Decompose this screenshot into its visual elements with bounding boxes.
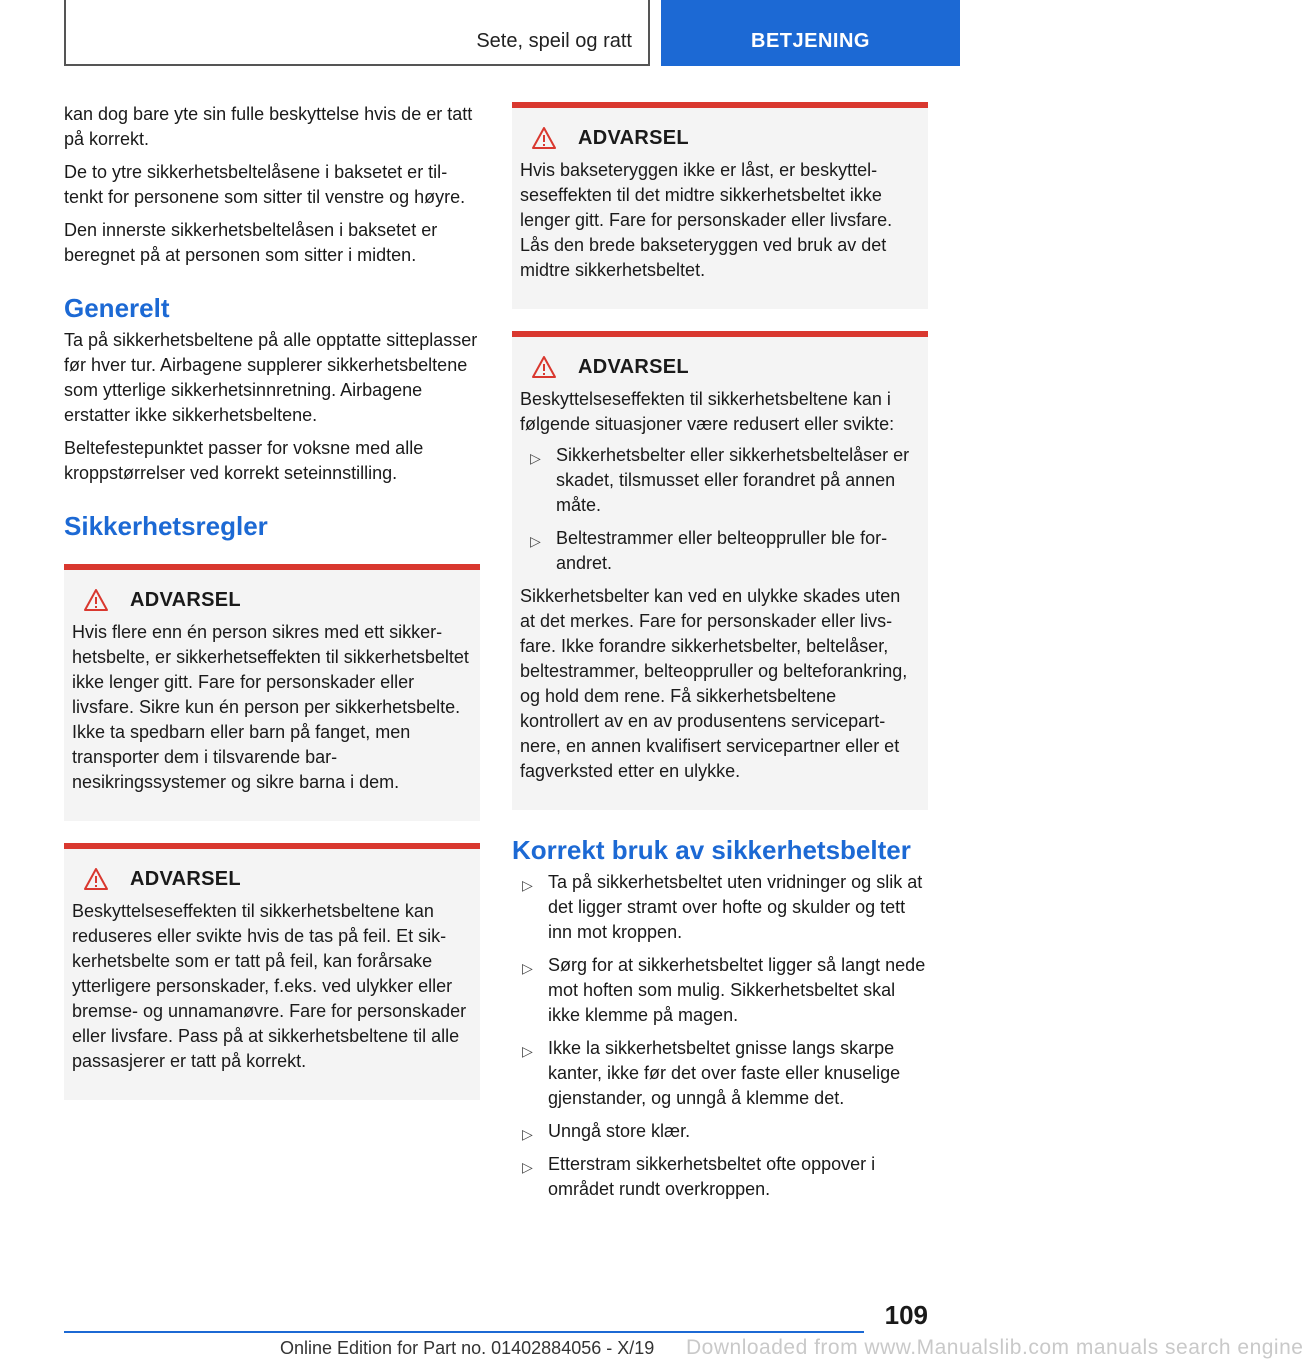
triangle-bullet-icon: ▷	[530, 533, 541, 549]
list-item: ▷ Sørg for at sikkerhetsbeltet ligger så langt nede mot hoften som mulig. Sikkerhetsbeltet skal ikke klemme på magen.	[522, 955, 926, 1025]
watermark: Downloaded from www.Manualslib.com manuals search engine	[686, 1336, 1303, 1359]
triangle-bullet-icon: ▷	[530, 450, 541, 466]
heading-generelt: Generelt	[64, 293, 170, 323]
warning-box-2	[64, 843, 480, 1100]
intro-paragraph-1: kan dog bare yte sin fulle beskyttelse hvis de er tatt på korrekt.	[64, 104, 473, 149]
chapter-tab[interactable]	[661, 0, 960, 66]
intro-paragraph-2: De to ytre sikkerhetsbeltelåsene i baksetet er tiltenkt for personene som sitter til venstre og høyre.	[64, 162, 466, 207]
generelt-paragraph-1: Ta på sikkerhetsbeltene på alle opptatte sitteplasser før hver tur. Airbagene supplerer sikkerhetsbeltene som ytterlige sikkerhetsinnretning. Airbagene erstatter ikke sikkerhetsbeltene.	[64, 330, 478, 425]
warning-title: ADVARSEL	[130, 867, 241, 890]
footer-divider	[64, 1331, 864, 1333]
korrekt-list	[512, 870, 928, 1202]
section-title: Sete, speil og ratt	[476, 30, 632, 52]
generelt-paragraph-2: Beltefestepunktet passer for voksne med alle kroppstørrelser ved korrekt seteinnstilling.	[64, 438, 424, 483]
warning-text: Hvis bakseteryggen ikke er låst, er beskyttelseseffekten til det midtre sikkerhetsbeltet ikke lenger gitt. Fare for personskader eller livsfare. Lås den brede bakseteryggen ved bruk av det midtre sikkerhetsbeltet.	[520, 160, 893, 280]
list-item: ▷ Sikkerhetsbelter eller sikkerhetsbeltelåser er skadet, tilsmusset eller forandret på annen måte.	[530, 445, 910, 515]
list-item: ▷ Ta på sikkerhetsbeltet uten vridninger og slik at det ligger stramt over hofte og skulder og tett inn mot kroppen.	[522, 872, 923, 942]
heading-sikkerhetsregler: Sikkerhetsregler	[64, 511, 268, 541]
warning-title: ADVARSEL	[578, 355, 689, 378]
triangle-bullet-icon: ▷	[522, 1159, 533, 1175]
header-frame	[64, 0, 650, 66]
warning-triangle-icon	[84, 867, 108, 891]
chapter-tab-label: BETJENING	[751, 30, 870, 52]
warning-triangle-icon	[84, 588, 108, 612]
warning-intro: Beskyttelseseffekten til sikkerhetsbeltene kan i følgende situasjoner være redusert eller svikte:	[520, 389, 895, 434]
warning-text: Hvis flere enn én person sikres med ett sikkerhetsbelte, er sikkerhetseffekten til sikkerhetsbeltet ikke lenger gitt. Fare for personskader eller livsfare. Sikre kun én person per sikkerhetsbelte. Ikke ta spedbarn eller barn på fanget, men transporter dem i tilsvarende barnesikringssystemer og sikre barna i dem.	[72, 622, 469, 792]
triangle-bullet-icon: ▷	[522, 960, 533, 976]
warning-title: ADVARSEL	[130, 588, 241, 611]
warning-triangle-icon	[532, 126, 556, 150]
triangle-bullet-icon: ▷	[522, 877, 533, 893]
list-item: ▷ Unngå store klær.	[512, 1119, 928, 1144]
warning-box-1	[64, 564, 480, 821]
left-column	[64, 102, 480, 1100]
heading-korrekt-bruk: Korrekt bruk av sikkerhetsbelter	[512, 835, 911, 865]
warning-box-3	[512, 102, 928, 309]
warning-outro: Sikkerhetsbelter kan ved en ulykke skades uten at det merkes. Fare for personskader eller livsfare. Ikke forandre sikkerhetsbelter, beltelåser, beltestrammer, belteoppruller og belteforankring, og hold dem rene. Få sikkerhetsbeltene kontrollert av en av produsentens servicepartnere, en annen kvalifisert servicepartner eller et fagverksted etter en ulykke.	[520, 586, 908, 781]
triangle-bullet-icon: ▷	[522, 1043, 533, 1059]
triangle-bullet-icon: ▷	[522, 1126, 533, 1142]
warning-list	[520, 443, 920, 576]
right-column	[512, 102, 928, 1210]
warning-triangle-icon	[532, 355, 556, 379]
list-item: ▷ Etterstram sikkerhetsbeltet ofte oppover i området rundt overkroppen.	[522, 1154, 876, 1199]
warning-title: ADVARSEL	[578, 126, 689, 149]
page-number: 109	[884, 1300, 928, 1330]
list-item: ▷ Beltestrammer eller belteoppruller ble forandret.	[530, 528, 888, 573]
list-item: ▷ Ikke la sikkerhetsbeltet gnisse langs skarpe kanter, ikke før det over faste eller knuselige gjenstander, og unngå å klemme det.	[522, 1038, 901, 1108]
warning-box-4	[512, 331, 928, 810]
edition-text: Online Edition for Part no. 01402884056 - X/19	[280, 1338, 655, 1358]
intro-paragraph-3: Den innerste sikkerhetsbeltelåsen i baksetet er beregnet på at personen som sitter i midten.	[64, 220, 438, 265]
warning-text: Beskyttelseseffekten til sikkerhetsbeltene kan reduseres eller svikte hvis de tas på feil. Et sikkerhetsbelte som er tatt på feil, kan forårsake ytterligere personskader, f.eks. ved ulykker eller bremse- og unnamanøvre. Fare for personskader eller livsfare. Pass på at sikkerhetsbeltene til alle passasjerer er tatt på korrekt.	[72, 901, 467, 1071]
